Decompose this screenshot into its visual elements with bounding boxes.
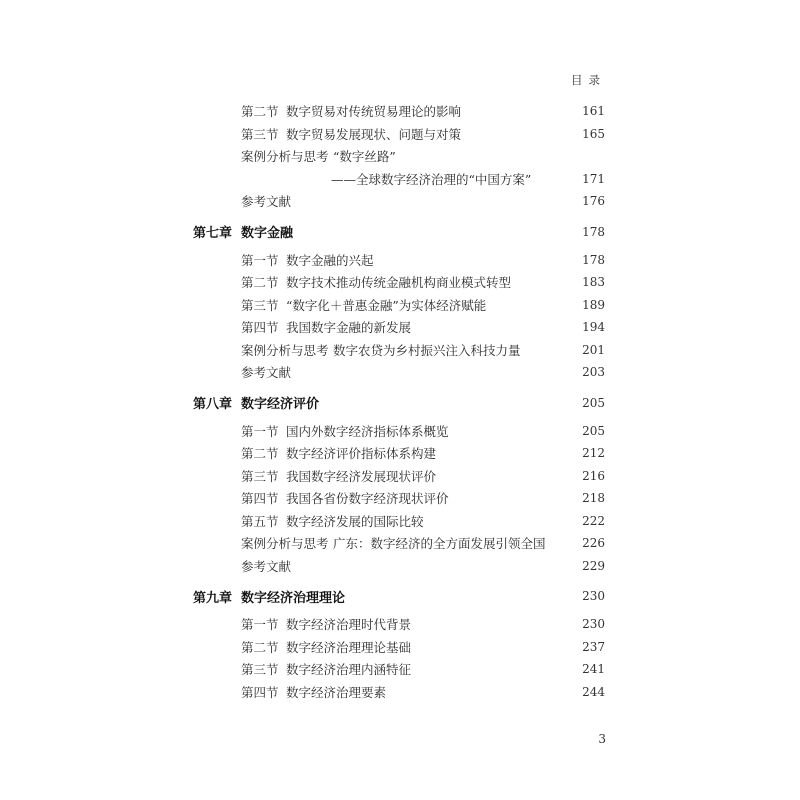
toc-entry-label: 第四节 [241,684,279,700]
toc-entry-row[interactable] [193,487,605,510]
toc-entry-title: “数字化＋普惠金融”为实体经济赋能 [286,297,487,313]
toc-entry-label: 第七章 [193,226,233,241]
toc-entry-title: “数字丝路” [333,149,396,165]
toc-entry-row[interactable] [193,100,605,123]
toc-entry-title: 数字贸易发展现状、问题与对策 [286,126,462,142]
toc-entry-label: 第三节 [241,468,279,484]
toc-entry-label: 第三节 [241,297,279,313]
toc-entry-page-number: 205 [582,423,605,438]
toc-entry-label: 第一节 [241,617,279,633]
toc-entry-title: 数字经济治理要素 [286,684,387,700]
toc-entry-title: 参考文献 [241,558,292,574]
toc-chapter-row[interactable] [193,218,605,246]
toc-entry-page-number: 178 [582,252,605,267]
toc-entry-row[interactable] [193,168,605,191]
toc-entry-row[interactable] [193,681,605,704]
toc-entry-title: 数字经济发展的国际比较 [286,513,424,529]
toc-entry-page-number: 176 [582,194,605,209]
toc-entry-page-number: 218 [582,491,605,506]
page-number: 3 [598,732,606,746]
toc-entry-page-number: 237 [582,639,605,654]
toc-entry-page-number: 241 [582,662,605,677]
toc-entry-title: 数字农贷为乡村振兴注入科技力量 [333,342,521,358]
toc-entry-label: 第九章 [193,590,233,606]
toc-entry-page-number: 183 [582,275,605,290]
toc-chapter-row[interactable] [193,582,605,610]
toc-entry-row[interactable] [193,420,605,443]
toc-entry-label: 第二节 [241,104,279,120]
toc-chapter-row[interactable] [193,389,605,417]
toc-entry-title: 参考文献 [241,365,292,381]
toc-entry-page-number: 226 [582,536,605,551]
toc-entry-row[interactable] [193,316,605,339]
toc-entry-row[interactable] [193,510,605,533]
toc-entry-label: 第二节 [241,446,279,462]
toc-entry-row[interactable] [193,249,605,272]
toc-entry-page-number: 165 [582,126,605,141]
toc-entry-row[interactable] [193,190,605,213]
running-head: 目录 [571,73,606,87]
toc-entry-page-number: 229 [582,558,605,573]
toc-entry-row[interactable] [193,658,605,681]
toc-entry-label: 案例分析与思考 [241,149,329,165]
toc-entry-row[interactable] [193,123,605,146]
toc-entry-title: 数字金融 [241,226,294,241]
toc-entry-label: 第二节 [241,275,279,291]
toc-entry-title: ——全球数字经济治理的“中国方案” [331,171,532,187]
toc-entry-title: 数字贸易对传统贸易理论的影响 [286,104,462,120]
table-of-contents [193,100,605,703]
toc-entry-page-number: 178 [582,224,605,239]
toc-entry-title: 我国各省份数字经济现状评价 [286,491,449,507]
toc-entry-label: 第二节 [241,639,279,655]
toc-entry-title: 数字经济评价 [241,397,320,412]
toc-entry-page-number: 216 [582,468,605,483]
toc-entry-page-number: 230 [582,589,605,603]
toc-entry-page-number: 222 [582,513,605,528]
toc-entry-label: 第四节 [241,320,279,336]
toc-entry-row[interactable] [193,294,605,317]
toc-entry-row[interactable] [193,361,605,384]
toc-entry-label: 第一节 [241,252,279,268]
toc-entry-label: 案例分析与思考 [241,342,329,358]
toc-entry-page-number: 161 [582,104,605,119]
toc-entry-row[interactable] [193,613,605,636]
toc-entry-label: 案例分析与思考 [241,536,329,552]
toc-entry-page-number: 230 [582,617,605,632]
toc-entry-label: 第一节 [241,423,279,439]
toc-entry-page-number: 201 [582,342,605,357]
toc-entry-label: 第五节 [241,513,279,529]
toc-entry-row[interactable] [193,555,605,578]
toc-entry-title: 我国数字经济发展现状评价 [286,468,437,484]
toc-entry-page-number: 171 [582,171,605,186]
toc-entry-row[interactable] [193,271,605,294]
toc-entry-title: 数字金融的兴起 [286,252,374,268]
toc-entry-row[interactable] [193,145,605,168]
toc-entry-page-number: 203 [582,365,605,380]
toc-entry-title: 我国数字金融的新发展 [286,320,412,336]
toc-entry-label: 第三节 [241,126,279,142]
toc-entry-title: 数字经济治理时代背景 [286,617,412,633]
toc-entry-page-number: 189 [582,297,605,312]
toc-entry-row[interactable] [193,442,605,465]
toc-entry-title: 数字经济治理理论基础 [286,639,412,655]
toc-entry-row[interactable] [193,636,605,659]
toc-entry-title: 数字经济治理内涵特征 [286,662,412,678]
toc-entry-title: 数字经济治理理论 [241,590,346,606]
toc-entry-label: 第三节 [241,662,279,678]
toc-entry-title: 国内外数字经济指标体系概览 [286,423,449,439]
toc-entry-page-number: 205 [582,395,605,410]
toc-entry-row[interactable] [193,532,605,555]
toc-entry-title: 数字经济评价指标体系构建 [286,446,437,462]
toc-entry-label: 第八章 [193,397,233,412]
toc-entry-title: 数字技术推动传统金融机构商业模式转型 [286,275,512,291]
toc-entry-page-number: 212 [582,446,605,461]
toc-entry-page-number: 244 [582,684,605,699]
toc-entry-title: 参考文献 [241,194,292,210]
toc-entry-row[interactable] [193,339,605,362]
toc-entry-row[interactable] [193,465,605,488]
toc-entry-label: 第四节 [241,491,279,507]
toc-entry-page-number: 194 [582,320,605,335]
toc-entry-title: 广东：数字经济的全方面发展引领全国 [333,536,546,552]
